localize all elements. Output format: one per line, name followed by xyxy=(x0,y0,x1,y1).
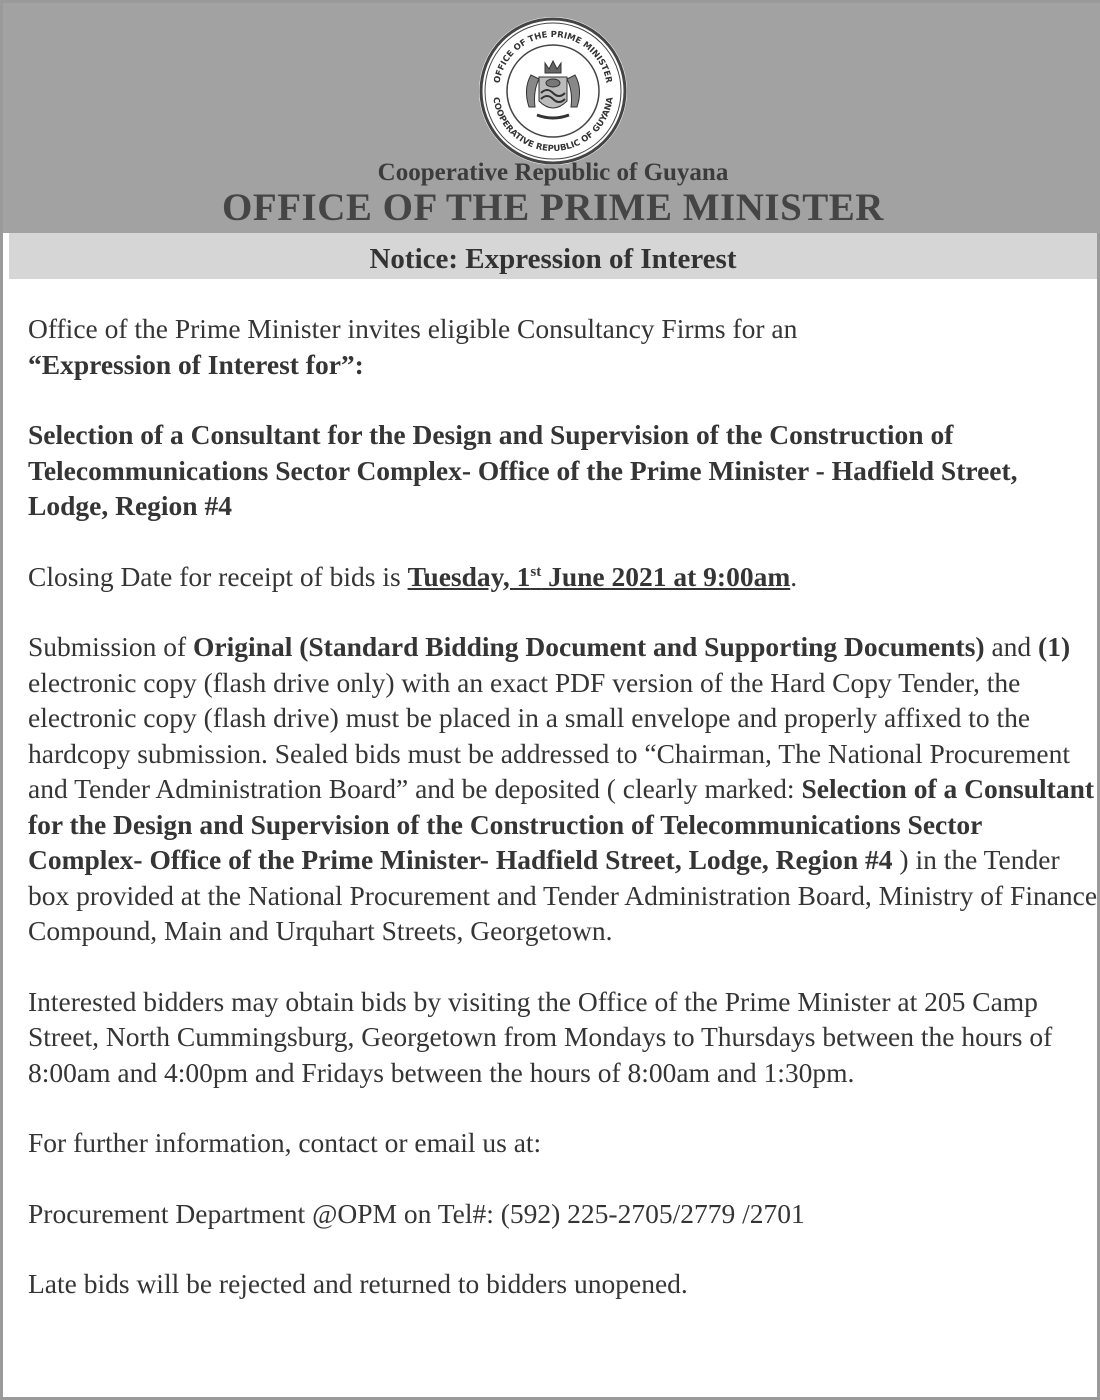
seal-ring-top-text: OFFICE OF THE PRIME MINISTER xyxy=(492,29,614,85)
late-bids-paragraph: Late bids will be rejected and returned to bidders unopened. xyxy=(28,1268,688,1299)
project-title: Selection of a Consultant for the Design and Supervision of the Construction of Telecommunications Sector Complex- Office of the Prime Minister - Hadfield Street, Lodge, Region #4 xyxy=(28,419,1018,521)
closing-prefix: Closing Date for receipt of bids is xyxy=(28,560,408,592)
closing-rest: June 2021 at 9:00am xyxy=(541,560,791,592)
header xyxy=(3,3,1100,233)
closing-date xyxy=(408,561,791,592)
country-name: Cooperative Republic of Guyana xyxy=(377,159,729,186)
submission-paragraph xyxy=(28,629,1098,949)
intro-bold-text: “Expression of Interest for”: xyxy=(28,348,364,380)
closing-sup: st xyxy=(530,563,542,580)
contact-paragraph: Procurement Department @OPM on Tel#: (592) 225-2705/2779 /2701 xyxy=(28,1197,805,1229)
sub-text-6: Selection of a Consultant for the Design and Supervision of the Construction of Telecommunications Sector Complex- Office of the Prime Minister- Hadfield Street, Lodge, Region #4 xyxy=(28,773,1095,875)
seal-ring-bottom-text: COOPERATIVE REPUBLIC OF GUYANA xyxy=(490,96,616,155)
interested-bidders-paragraph: Interested bidders may obtain bids by visiting the Office of the Prime Minister at 205 Camp Street, North Cummingsburg, Georgetown from Mondays to Thursdays between the hours of 8:00am and 4:00pm and Fridays between the hours of 8:00am and 1:30pm. xyxy=(28,985,1053,1088)
closing-end: . xyxy=(790,560,798,592)
sub-text-7: ) in the Tender box provided at the National Procurement and Tender Administration Board, Ministry of Finance Compound, Main and Urquhart Streets, Georgetown. xyxy=(28,844,1098,946)
closing-date-paragraph xyxy=(28,559,1098,595)
notice-body xyxy=(28,311,1098,1337)
closing-day: Tuesday, 1 xyxy=(407,560,531,592)
intro-text: Office of the Prime Minister invites eligible Consultancy Firms for an xyxy=(28,313,798,344)
further-info-paragraph: For further information, contact or email us at: xyxy=(28,1127,542,1158)
sub-text-2: Original (Standard Bidding Document and Supporting Documents) xyxy=(193,631,985,662)
sub-text-5: electronic copy (flash drive only) with an exact PDF version of the Hard Copy Tender, the electronic copy (flash drive) must be placed in a small envelope and properly affixed to the hardcopy submission. Sealed bids must be addressed to “Chairman, The National Procurement and Tender Administration Board” and be deposited ( clearly marked: xyxy=(28,666,1070,804)
intro-paragraph xyxy=(28,311,1098,382)
notice-heading: Notice: Expression of Interest xyxy=(9,233,1097,279)
office-title: OFFICE OF THE PRIME MINISTER xyxy=(222,186,884,229)
sub-text-1: Submission of xyxy=(28,631,194,662)
sub-text-3: and xyxy=(984,631,1039,662)
sub-text-4: (1) xyxy=(1038,631,1071,662)
opm-seal-logo xyxy=(477,15,629,167)
